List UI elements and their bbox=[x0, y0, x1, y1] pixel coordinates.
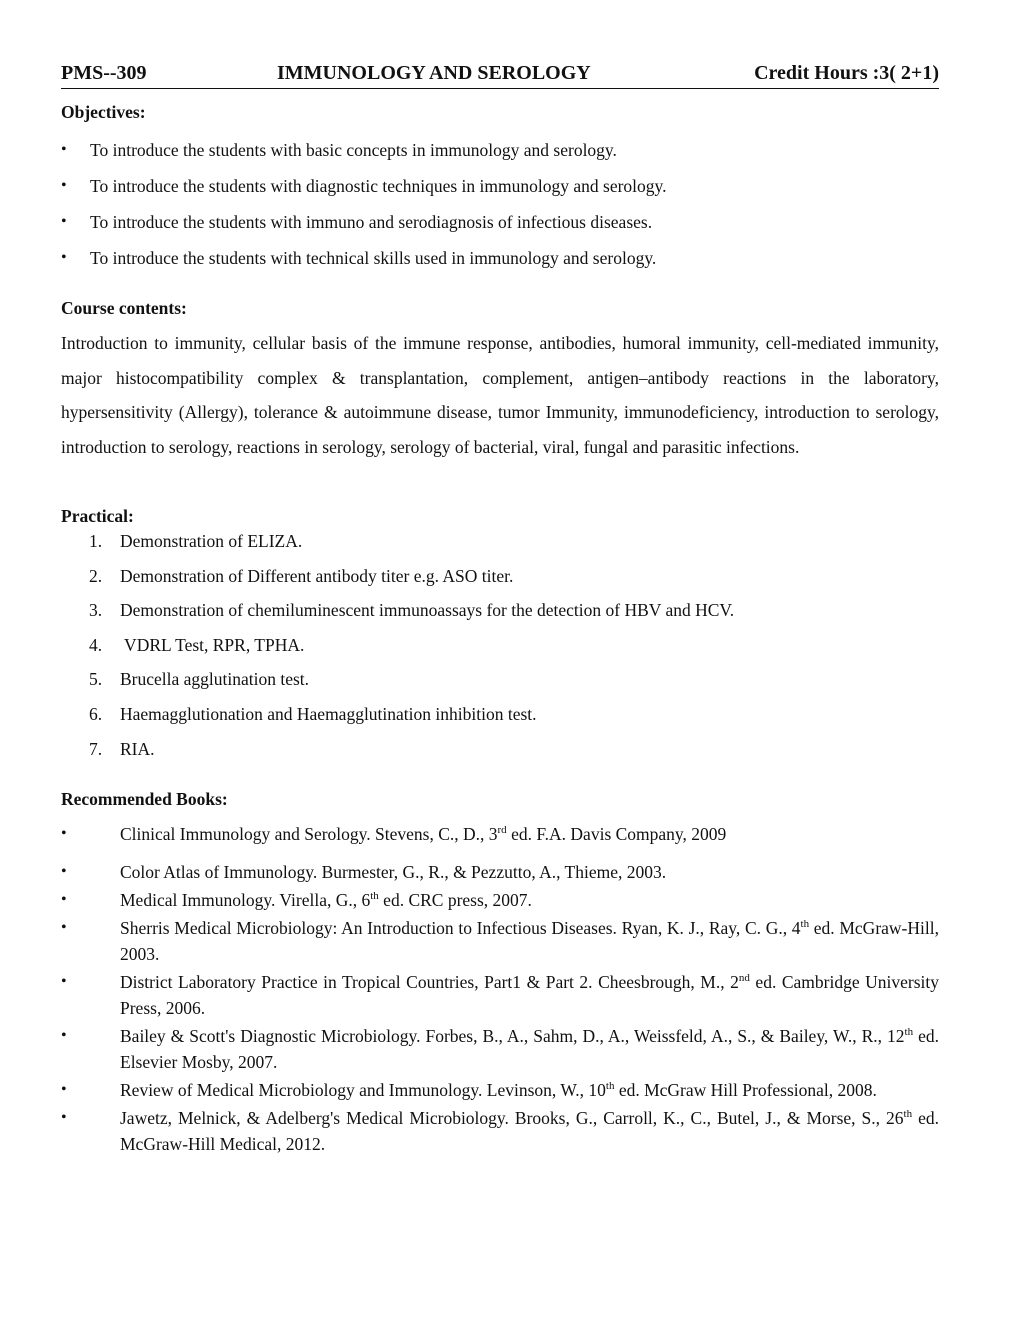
item-text: VDRL Test, RPR, TPHA. bbox=[120, 634, 305, 655]
objective-item: • To introduce the students with basic concepts in immunology and serology. bbox=[61, 138, 939, 174]
item-number: 5. bbox=[89, 669, 103, 690]
practical-item bbox=[61, 633, 939, 668]
book-item: • Medical Immunology. Virella, G., 6th ed. CRC press, 2007. bbox=[61, 887, 939, 913]
practical-item bbox=[61, 702, 939, 737]
item-number: 2. bbox=[89, 565, 103, 586]
objective-item: • To introduce the students with diagnostic techniques in immunology and serology. bbox=[61, 174, 939, 210]
item-text: RIA. bbox=[120, 738, 155, 759]
book-item: • Clinical Immunology and Serology. Stevens, C., D., 3rd ed. F.A. Davis Company, 2009 bbox=[61, 821, 939, 847]
item-number: 3. bbox=[89, 600, 103, 621]
objectives-heading: Objectives: bbox=[61, 102, 146, 122]
practical-item bbox=[61, 564, 939, 599]
item-text: Demonstration of ELIZA. bbox=[120, 531, 303, 551]
item-text: Brucella agglutination test. bbox=[120, 669, 310, 690]
recommended-books-heading: Recommended Books: bbox=[61, 789, 228, 809]
book-item: • Color Atlas of Immunology. Burmester, G., R., & Pezzutto, A., Thieme, 2003. bbox=[61, 859, 939, 885]
item-text: Haemagglutionation and Haemagglutination inhibition test. bbox=[120, 703, 537, 724]
practical-item bbox=[61, 737, 939, 772]
item-text: Demonstration of chemiluminescent immunoassays for the detection of HBV and HCV. bbox=[120, 600, 735, 621]
book-item: • Sherris Medical Microbiology: An Introduction to Infectious Diseases. Ryan, K. J., Ray, C. G., 4th ed. McGraw-Hill, 2003. bbox=[61, 915, 939, 967]
course-title: IMMUNOLOGY AND SEROLOGY bbox=[277, 62, 591, 84]
book-item: • Review of Medical Microbiology and Immunology. Levinson, W., 10th ed. McGraw Hill Professional, 2008. bbox=[61, 1077, 939, 1103]
course-code: PMS--309 bbox=[61, 62, 147, 84]
objective-item: • To introduce the students with technical skills used in immunology and serology. bbox=[61, 246, 939, 282]
item-text: Demonstration of Different antibody titer e.g. ASO titer. bbox=[120, 565, 514, 586]
course-header bbox=[61, 60, 939, 89]
practical-item bbox=[61, 667, 939, 702]
book-item: • Jawetz, Melnick, & Adelberg's Medical Microbiology. Brooks, G., Carroll, K., C., Butel, J., & Morse, S., 26th ed. McGraw-Hill Medical, 2012. bbox=[61, 1105, 939, 1157]
book-item: • District Laboratory Practice in Tropical Countries, Part1 & Part 2. Cheesbrough, M., 2nd ed. Cambridge University Press, 2006. bbox=[61, 969, 939, 1021]
practical-list bbox=[61, 529, 939, 771]
practical-heading: Practical: bbox=[61, 506, 134, 526]
book-item: • Bailey & Scott's Diagnostic Microbiology. Forbes, B., A., Sahm, D., A., Weissfeld, A., S., & Bailey, W., R., 12th ed. Elsevier Mosby, 2007. bbox=[61, 1023, 939, 1075]
course-contents-text: Introduction to immunity, cellular basis of the immune response, antibodies, humoral immunity, cell-mediated immunity, major histocompatibility complex & transplantation, complement, antigen–antibody reactions in the laboratory, hypersensitivity (Allergy), tolerance & autoimmune disease, tumor Immunity, immunodeficiency, introduction to serology, introduction to serology, reactions in serology, serology of bacterial, viral, fungal and parasitic infections. bbox=[61, 333, 939, 457]
item-number: 6. bbox=[89, 703, 103, 724]
practical-item bbox=[61, 529, 939, 564]
objective-item: • To introduce the students with immuno and serodiagnosis of infectious diseases. bbox=[61, 210, 939, 246]
item-number: 7. bbox=[89, 738, 103, 759]
credit-hours: Credit Hours :3( 2+1) bbox=[754, 62, 939, 84]
books-list bbox=[61, 821, 939, 1157]
item-number: 1. bbox=[89, 531, 103, 551]
practical-item bbox=[61, 598, 939, 633]
course-contents-heading: Course contents: bbox=[61, 298, 187, 318]
item-number: 4. bbox=[89, 634, 103, 655]
objectives-list bbox=[61, 138, 939, 282]
